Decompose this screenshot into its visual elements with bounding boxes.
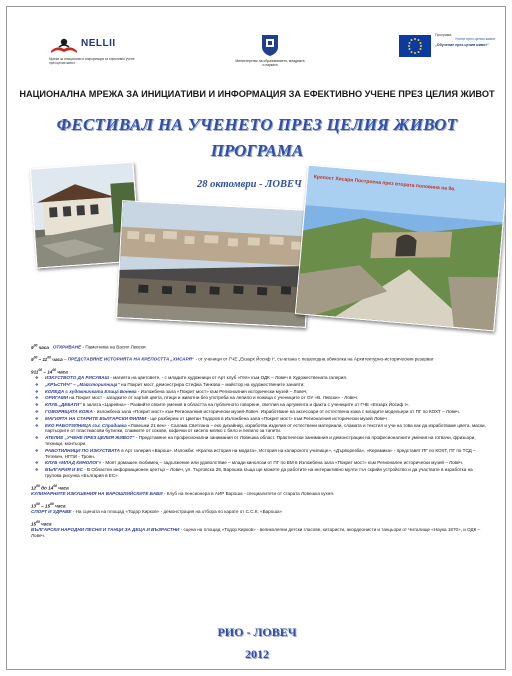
- lll-programme-name: Учене през целия живот: [455, 37, 496, 41]
- list-item: ❖ КЛУБ «МЛАД КИНОЛОГ» - Моят домашен любимец – задължение или удоволствие – млади кинолози от ПГ по ВМ в Изложбена зала «Покрит мост» към Регионален исторически музей – Ловеч.: [31, 460, 487, 466]
- list-item: ❖ ОРИГАМИ на Покрит мост - загадките от хартия цвета, птици и животни без употреба на лепило и ножица с учениците от ОУ «В. Левски» - Ловеч.: [31, 395, 487, 401]
- lll-programme-label: Програма: [435, 33, 452, 37]
- slot-event: СПОРТ И ЗДРАВЕ: [31, 509, 72, 515]
- slot-desc: - На сцената на площад «Тодор Кирков» - демонстрация на отбора по карате от С.С.К. «Вароша»: [71, 509, 283, 515]
- schedule-slot-culinary: [31, 484, 487, 497]
- list-item: ❖ КЛУБ „ДЕБАТИ“ в залата «Царевна» - Развийте своите умения в областта на публичното говорене, светлия на аргумента и факта с учениците от ГЧЕ «Екзарх Йосиф I».: [31, 402, 487, 408]
- footer-year: 2012: [245, 647, 269, 661]
- date-line: 28 октомври - ЛОВЕЧ: [197, 179, 302, 190]
- ministry-logo: [235, 33, 305, 75]
- nellii-name: NELLII: [81, 38, 116, 49]
- slot-time: $13^{00} - 15^{00}$ часа: [31, 501, 66, 509]
- slot-desc: - Паметника на Васил Левски: [81, 344, 146, 350]
- list-item: ❖ БЪЛГАРИЯ И ЕС - В Областен информационен център – Ловеч, ул. Търговска 29, Варошка къща ще можете да работите на интерактивно мулти тъч скрийн устройство и да участвате в изработка на групова рисунка «България в ЕС».: [31, 467, 487, 479]
- logo-strip: [7, 7, 506, 79]
- slot-time: $9^{00}$ часа: [31, 343, 49, 350]
- nellii-logo: [45, 35, 135, 71]
- slot-event: БЪЛГАРСКИ НАРОДНИ ПЕСНИ И ТАНЦИ ЗА ДЕЦА И ВЪЗРАСТНИ: [31, 527, 180, 533]
- lifelong-learning-logo: [435, 33, 499, 65]
- slot-time: $911^{00} - 14^{00}$ часа: [31, 367, 68, 375]
- schedule-slot-folk: [31, 520, 487, 539]
- photo-covered-bridge: [116, 200, 312, 328]
- slot-time: $9^{00} - 11^{00}$ часа: [31, 355, 63, 362]
- list-item: ❖ ГОВОРЯЩАТА КОЖА - изложбена зала «Покрит мост» към Регионалния исторически музей-Ловеч. Изработване на аксесоари от естествена кожа с младите модельери от ПГ по КОХТ – Ловеч.: [31, 409, 487, 415]
- slot-desc: - от ученици от ГЧЕ „Екзарх Йосиф I“, съчетана с пешеходна обиколка на Архитектурно-историческия резерват: [194, 356, 434, 362]
- list-item: ❖ МАГИЯТА НА СТАРИТЕ БЪЛГАРСКИ ФИЛМИ - ще разберем от Цветан Тодоров в Изложбена зала «Покрит мост» към Регионалния исторически музей Ловеч: [31, 416, 487, 422]
- list-item: ❖ ЕКО РАБОТИЛНИЦА със Спрадивка «Ловешки 21 век» - Салама Светлана – еко дизайнер, изработва изделия от естествени материали, сламата и текстил и учи на това как да изработваме цвета, маски, партьорите от пластмасови бутилки, сламките от сокове, кофички от кисело мляко с бяло и лепило за тапети.: [31, 423, 487, 435]
- nellii-book-icon: [49, 37, 79, 55]
- eu-flag-logo: [399, 35, 431, 57]
- slot-time: $15^{00}$ часа: [31, 519, 52, 527]
- ministry-emblem-icon: [260, 33, 280, 57]
- organizer-name: РИО - ЛОВЕЧ: [217, 625, 297, 639]
- fortress-caption: Крепост Хисаря Построена през втората половина на 9в.: [313, 174, 456, 193]
- slot-time: $12^{00}$ до $14^{00}$ часа: [31, 483, 69, 491]
- slot-event: ПРЕДСТАВЯНЕ ИСТОРИЯТА НА КРЕПОСТТА „ХИСАРЯ“: [67, 356, 195, 362]
- slot-desc: - сцена на площад «Тодор Кирков» - великолепни детски гласове, китаристи, акордеонисти и танцьори от Читалище «Наука 1870», и ОДК – Ловеч.: [31, 527, 481, 539]
- schedule-slot-workshops: [31, 368, 487, 479]
- schedule-slot-sport: [31, 502, 487, 515]
- program-title: ПРОГРАМА: [210, 141, 304, 160]
- program-schedule: [31, 343, 487, 544]
- festival-title: ФЕСТИВАЛ НА УЧЕНЕТО ПРЕЗ ЦЕЛИЯ ЖИВОТ: [56, 115, 458, 134]
- list-item: ❖ ИЗКУСТВОТО ДА РИСУВАШ - магията на цветовете, - с младите художници от Арт клуб «Гея» към ОДК – Ловеч в Художествената галерия.: [31, 375, 487, 381]
- poster-page: [6, 6, 506, 670]
- nellii-tagline: Мрежа за инициативи и информация за ефективно учене през целия живот: [49, 57, 135, 65]
- photo-hisarya-fortress: [295, 165, 506, 332]
- list-item: ❖ „КРЪСТИЧ“ – „Майсторилница“ на Покрит мост, демонстрира Стефка Тинкова – майстор на художествените занаяти;: [31, 382, 487, 388]
- list-item: ❖ АТЕЛИЕ „УЧЕНЕ ПРЕЗ ЦЕЛИЯ ЖИВОТ“ - Представяне на професионални занимания от Ловешка област. Практически занимания и демонстрации на професионалните умения на готвачи, фризьори, техници, монтьори.: [31, 435, 487, 447]
- ministry-text: Министерство на образованието, младежта и науката: [235, 59, 305, 67]
- network-title: НАЦИОНАЛНА МРЕЖА ЗА ИНИЦИАТИВИ И ИНФОРМАЦИЯ ЗА ЕФЕКТИВНО УЧЕНЕ ПРЕЗ ЦЕЛИЯ ЖИВОТ: [19, 89, 495, 99]
- schedule-slot-opening: [31, 343, 487, 350]
- eu-flag-icon: [399, 35, 431, 57]
- slot-event: КУЛИНАРНИТЕ ИЗКУШЕНИЯ НА ВАРОШЛИЙСКИТЕ БАБИ: [31, 491, 163, 497]
- list-item: ❖ РАБОТИЛНИЦИ ПО ИЗКУСТВАТА в Арт галерия «Варош». Изложби: «Кратка история на модата», История на коларското училище», «Дърворезба», «Керамика» - представят ПГ по КОХТ, ПГ по ТСД – Тетевен, НГПИ - Троян.: [31, 448, 487, 460]
- list-item: ❖ КОЛЕДА с художничката Елица Бонева - Изложбена зала «Покрит мост» към Регионалния исторически музей – Ловеч;: [31, 389, 487, 395]
- slot-event: ОТКРИВАНЕ: [52, 344, 82, 350]
- lll-quote: „Обучение през целия живот“: [435, 43, 489, 47]
- schedule-slot-fortress-history: $9^{00} - 11^{00}$ часа – ПРЕДСТАВЯНЕ ИСТОРИЯТА НА КРЕПОСТТА „ХИСАРЯ“ - от ученици от ГЧЕ „Екзарх Йосиф I“, съчетана с пешеходна обиколка на Архитектурно-историческия резерват: [31, 355, 434, 362]
- slot-desc: - Клуб на пенсионера в АИР Вароша - специалитети от старата Ловешка кухня.: [162, 491, 335, 497]
